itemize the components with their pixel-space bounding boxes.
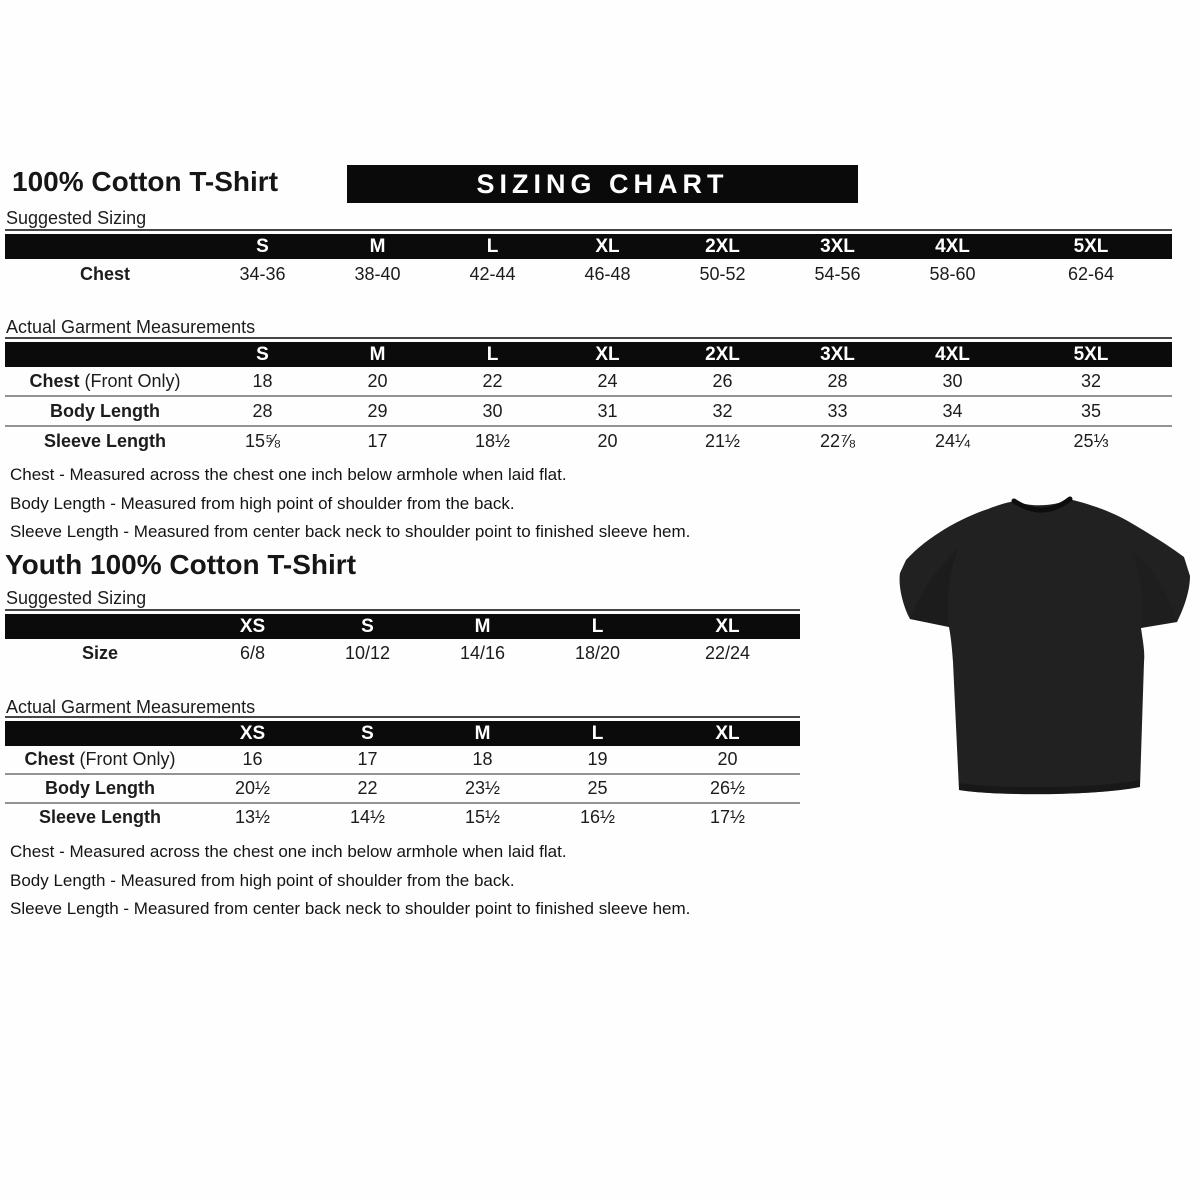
size-range-cell: 22/24 — [704, 643, 751, 663]
note-body-length: Body Length - Measured from high point of shoulder from the back. — [10, 493, 515, 513]
row-label-sleeve-length: Sleeve Length — [38, 807, 162, 827]
youth-measurement-notes — [10, 838, 690, 924]
row-label-chest: Chest — [79, 263, 130, 284]
measurement-cell: 15½ — [464, 807, 501, 827]
measurement-cell: 22 — [435, 367, 550, 396]
measurement-cell: 23½ — [425, 774, 540, 803]
column-header-l: L — [435, 234, 550, 259]
measurement-cell: 31 — [550, 396, 665, 426]
column-header-l: L — [540, 721, 655, 746]
measurement-cell: 28 — [205, 396, 320, 426]
note-chest: Chest - Measured across the chest one inch below armhole when laid flat. — [10, 465, 567, 484]
column-header-4xl: 4XL — [895, 234, 1010, 259]
adult-measurements-table — [5, 337, 1172, 455]
column-header-5xl: 5XL — [1010, 234, 1172, 259]
empty-header-cell — [5, 721, 195, 746]
empty-header-cell — [5, 234, 205, 259]
row-label-body-length: Body Length — [5, 396, 205, 426]
measurement-cell: 16½ — [579, 807, 616, 827]
measurement-cell: 33 — [780, 396, 895, 426]
adult-suggested-header-row — [5, 234, 1172, 259]
column-header-5xl: 5XL — [1010, 342, 1172, 367]
measurement-cell: 25 — [540, 774, 655, 803]
adult-chest-row — [5, 367, 1172, 396]
tshirt-body — [900, 499, 1190, 794]
column-header-m: M — [425, 614, 540, 639]
youth-suggested-sizing-label: Suggested Sizing — [6, 588, 147, 608]
measurement-cell: 24¼ — [934, 430, 971, 451]
empty-header-cell — [5, 614, 195, 639]
measurement-cell: 20 — [597, 430, 618, 451]
measurement-cell: 30 — [435, 396, 550, 426]
column-header-m: M — [320, 234, 435, 259]
column-header-2xl: 2XL — [665, 342, 780, 367]
chest-range-cell: 38-40 — [354, 263, 401, 284]
measurement-cell: 20 — [655, 746, 800, 774]
measurement-cell: 20 — [320, 367, 435, 396]
adult-actual-measurements-label: Actual Garment Measurements — [6, 317, 256, 337]
measurement-cell: 32 — [665, 396, 780, 426]
row-label-body-length: Body Length — [5, 774, 195, 803]
measurement-cell: 24 — [550, 367, 665, 396]
column-header-3xl: 3XL — [780, 342, 895, 367]
column-header-2xl: 2XL — [665, 234, 780, 259]
column-header-xl: XL — [655, 614, 800, 639]
size-range-cell: 18/20 — [574, 643, 621, 663]
size-range-cell: 10/12 — [344, 643, 391, 663]
adult-measurements-header-row — [5, 342, 1172, 367]
chest-range-cell: 54-56 — [814, 263, 861, 284]
measurement-cell: 25⅓ — [1073, 430, 1109, 451]
column-header-s: S — [205, 342, 320, 367]
youth-suggested-sizing-table — [5, 609, 800, 668]
column-header-m: M — [320, 342, 435, 367]
row-label-sleeve-length: Sleeve Length — [43, 430, 167, 451]
adult-sleeve-length-row — [5, 426, 1172, 455]
note-body-length: Body Length - Measured from high point of shoulder from the back. — [10, 870, 515, 890]
size-range-cell: 14/16 — [459, 643, 506, 663]
tshirt-image — [893, 490, 1195, 802]
youth-size-row — [5, 639, 800, 668]
youth-section-title: Youth 100% Cotton T-Shirt — [5, 549, 357, 580]
note-sleeve-length: Sleeve Length - Measured from center back neck to shoulder point to finished sleeve hem. — [10, 522, 691, 541]
sizing-chart-banner: SIZING CHART — [347, 165, 858, 203]
chest-range-cell: 46-48 — [584, 263, 631, 284]
measurement-cell: 19 — [540, 746, 655, 774]
page-title: 100% Cotton T-Shirt — [12, 166, 279, 197]
column-header-xl: XL — [550, 342, 665, 367]
chest-range-cell: 50-52 — [699, 263, 746, 284]
measurement-cell: 26½ — [655, 774, 800, 803]
measurement-cell: 13½ — [234, 807, 271, 827]
measurement-cell: 32 — [1010, 367, 1172, 396]
measurement-cell: 14½ — [349, 807, 386, 827]
note-chest: Chest - Measured across the chest one inch below armhole when laid flat. — [10, 842, 567, 861]
youth-chest-row — [5, 746, 800, 774]
measurement-cell: 22⅞ — [819, 430, 856, 451]
chest-range-cell: 42-44 — [469, 263, 516, 284]
measurement-cell: 20½ — [195, 774, 310, 803]
row-label-size: Size — [81, 643, 119, 663]
column-header-s: S — [310, 614, 425, 639]
adult-suggested-sizing-label: Suggested Sizing — [6, 208, 147, 228]
chest-range-cell: 58-60 — [929, 263, 976, 284]
measurement-cell: 30 — [895, 367, 1010, 396]
youth-sleeve-length-row — [5, 803, 800, 831]
measurement-cell: 18½ — [474, 430, 511, 451]
measurement-cell: 28 — [780, 367, 895, 396]
column-header-l: L — [540, 614, 655, 639]
adult-body-length-row — [5, 396, 1172, 426]
measurement-cell: 21½ — [704, 430, 741, 451]
empty-header-cell — [5, 342, 205, 367]
youth-body-length-row — [5, 774, 800, 803]
youth-measurements-header-row — [5, 721, 800, 746]
row-label-chest-front-only: Chest (Front Only) — [5, 367, 205, 396]
column-header-s: S — [310, 721, 425, 746]
adult-measurement-notes — [10, 461, 690, 547]
column-header-l: L — [435, 342, 550, 367]
chest-range-cell: 62-64 — [1067, 263, 1115, 284]
measurement-cell: 26 — [665, 367, 780, 396]
measurement-cell: 15⅝ — [244, 430, 281, 451]
measurement-cell: 35 — [1010, 396, 1172, 426]
measurement-cell: 29 — [320, 396, 435, 426]
measurement-cell: 18 — [205, 367, 320, 396]
measurement-cell: 17 — [310, 746, 425, 774]
adult-suggested-sizing-table — [5, 229, 1172, 289]
measurement-cell: 17½ — [709, 807, 746, 827]
chest-range-cell: 34-36 — [239, 263, 286, 284]
tshirt-graphic — [893, 490, 1195, 802]
adult-chest-range-row — [5, 259, 1172, 289]
column-header-xs: XS — [195, 614, 310, 639]
row-label-chest-front-only: Chest (Front Only) — [5, 746, 195, 774]
column-header-xl: XL — [550, 234, 665, 259]
column-header-s: S — [205, 234, 320, 259]
note-sleeve-length: Sleeve Length - Measured from center back neck to shoulder point to finished sleeve hem. — [10, 899, 691, 918]
size-range-cell: 6/8 — [239, 643, 266, 663]
youth-actual-measurements-label: Actual Garment Measurements — [6, 697, 256, 717]
measurement-cell: 34 — [895, 396, 1010, 426]
measurement-cell: 18 — [425, 746, 540, 774]
column-header-3xl: 3XL — [780, 234, 895, 259]
youth-suggested-header-row — [5, 614, 800, 639]
measurement-cell: 22 — [310, 774, 425, 803]
youth-measurements-table — [5, 716, 800, 831]
column-header-xs: XS — [195, 721, 310, 746]
measurement-cell: 17 — [367, 430, 388, 451]
column-header-4xl: 4XL — [895, 342, 1010, 367]
column-header-m: M — [425, 721, 540, 746]
column-header-xl: XL — [655, 721, 800, 746]
measurement-cell: 16 — [195, 746, 310, 774]
